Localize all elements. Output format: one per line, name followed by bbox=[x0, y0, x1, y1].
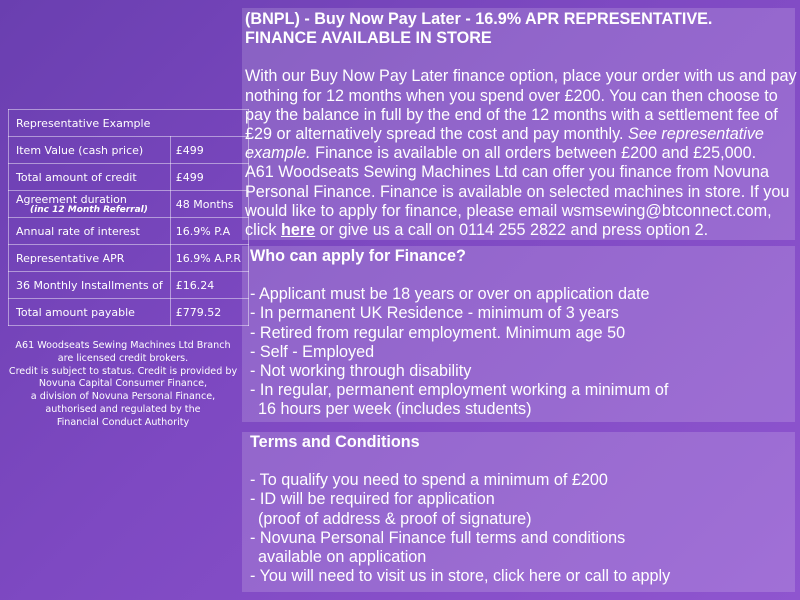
bnpl-text: click bbox=[245, 221, 281, 240]
table-row bbox=[9, 164, 249, 191]
bnpl-title: (BNPL) - Buy Now Pay Later - 16.9% APR REPRESENTATIVE. bbox=[245, 10, 713, 28]
bnpl-text-line: nothing for 12 months when you spend over £200. You can then choose to bbox=[245, 86, 778, 105]
table-row bbox=[9, 137, 249, 164]
disclaimer-line: Credit is subject to status. Credit is provided by bbox=[8, 365, 238, 377]
bnpl-subtitle: FINANCE AVAILABLE IN STORE bbox=[245, 29, 492, 48]
table-row bbox=[9, 245, 249, 272]
bnpl-text-line: would like to apply for finance, please email wsmsewing@btconnect.com, bbox=[245, 201, 772, 220]
terms-item: - ID will be required for application bbox=[250, 490, 495, 509]
row-label: Annual rate of interest bbox=[9, 218, 171, 245]
row-label: Agreement duration bbox=[16, 192, 127, 206]
apply-here-link[interactable]: here bbox=[280, 221, 316, 240]
eligibility-item: 16 hours per week (includes students) bbox=[258, 400, 532, 419]
row-label: Item Value (cash price) bbox=[9, 137, 171, 164]
disclaimer-line: A61 Woodseats Sewing Machines Ltd Branch bbox=[15, 340, 231, 351]
row-value: 16.9% A.P.R bbox=[170, 245, 248, 272]
table-row bbox=[9, 191, 249, 218]
eligibility-item: - In regular, permanent employment working a minimum of bbox=[250, 381, 669, 400]
bnpl-text: Finance is available on all orders between £200 and £25,000. bbox=[310, 144, 757, 163]
disclaimer-line: authorised and regulated by the bbox=[45, 403, 201, 415]
terms-item: - To qualify you need to spend a minimum of £200 bbox=[250, 471, 608, 490]
terms-item: (proof of address & proof of signature) bbox=[258, 509, 532, 528]
disclaimer-line: Novuna Capital Consumer Finance, bbox=[38, 378, 208, 390]
representative-example-ref: example. bbox=[245, 144, 311, 163]
terms-panel bbox=[242, 432, 795, 592]
bnpl-panel bbox=[242, 8, 795, 240]
terms-title: Terms and Conditions bbox=[250, 433, 420, 451]
terms-item: available on application bbox=[258, 548, 427, 567]
bnpl-text-line: pay the balance in full by the end of the 12 months with a settlement fee of bbox=[245, 105, 778, 124]
row-label: 36 Monthly Installments of bbox=[9, 272, 171, 299]
bnpl-text-line: With our Buy Now Pay Later finance option, place your order with us and pay bbox=[245, 67, 797, 86]
disclaimer-line: are licensed credit brokers. bbox=[57, 352, 189, 364]
bnpl-text: or give us a call on 0114 255 2822 and press option 2. bbox=[315, 221, 709, 240]
bnpl-text-line: Personal Finance. Finance is available on selected machines in store. If you bbox=[245, 182, 790, 201]
row-value: £779.52 bbox=[170, 299, 248, 326]
terms-item: - Novuna Personal Finance full terms and conditions bbox=[250, 528, 626, 547]
table-row bbox=[9, 272, 249, 299]
bnpl-text-line bbox=[245, 125, 791, 144]
eligibility-item: - Applicant must be 18 years or over on application date bbox=[250, 285, 650, 304]
terms-item: - You will need to visit us in store, click here or call to apply bbox=[250, 567, 671, 586]
row-value: £499 bbox=[170, 137, 248, 164]
credit-disclaimer bbox=[0, 340, 246, 430]
eligibility-panel bbox=[242, 246, 795, 422]
bnpl-text-line bbox=[245, 221, 791, 240]
row-sublabel: (inc 12 Month Referral) bbox=[30, 204, 148, 215]
row-value: 48 Months bbox=[170, 191, 248, 218]
representative-example-table bbox=[8, 109, 249, 326]
eligibility-title: Who can apply for Finance? bbox=[250, 247, 466, 265]
row-label: Total amount of credit bbox=[9, 164, 171, 191]
bnpl-text-line bbox=[245, 144, 791, 163]
table-row bbox=[9, 299, 249, 326]
eligibility-item: - Self - Employed bbox=[250, 342, 375, 361]
eligibility-item: - In permanent UK Residence - minimum of 3 years bbox=[250, 304, 619, 323]
disclaimer-line: Financial Conduct Authority bbox=[56, 416, 190, 428]
eligibility-item: - Retired from regular employment. Minimum age 50 bbox=[250, 323, 626, 342]
row-label: Representative APR bbox=[9, 245, 171, 272]
table-row bbox=[9, 218, 249, 245]
table-header: Representative Example bbox=[9, 110, 249, 137]
eligibility-item: - Not working through disability bbox=[250, 362, 472, 381]
row-label: Total amount payable bbox=[9, 299, 171, 326]
representative-example-ref: See representative bbox=[628, 125, 764, 144]
bnpl-text-line: A61 Woodseats Sewing Machines Ltd can offer you finance from Novuna bbox=[245, 163, 769, 182]
row-value: £499 bbox=[170, 164, 248, 191]
disclaimer-line: a division of Novuna Personal Finance, bbox=[30, 391, 216, 403]
row-value: £16.24 bbox=[170, 272, 248, 299]
row-value: 16.9% P.A bbox=[170, 218, 248, 245]
row-label-cell bbox=[9, 191, 171, 218]
bnpl-text: £29 or alternatively spread the cost and pay monthly. bbox=[245, 125, 629, 144]
table-header-row bbox=[9, 110, 249, 137]
